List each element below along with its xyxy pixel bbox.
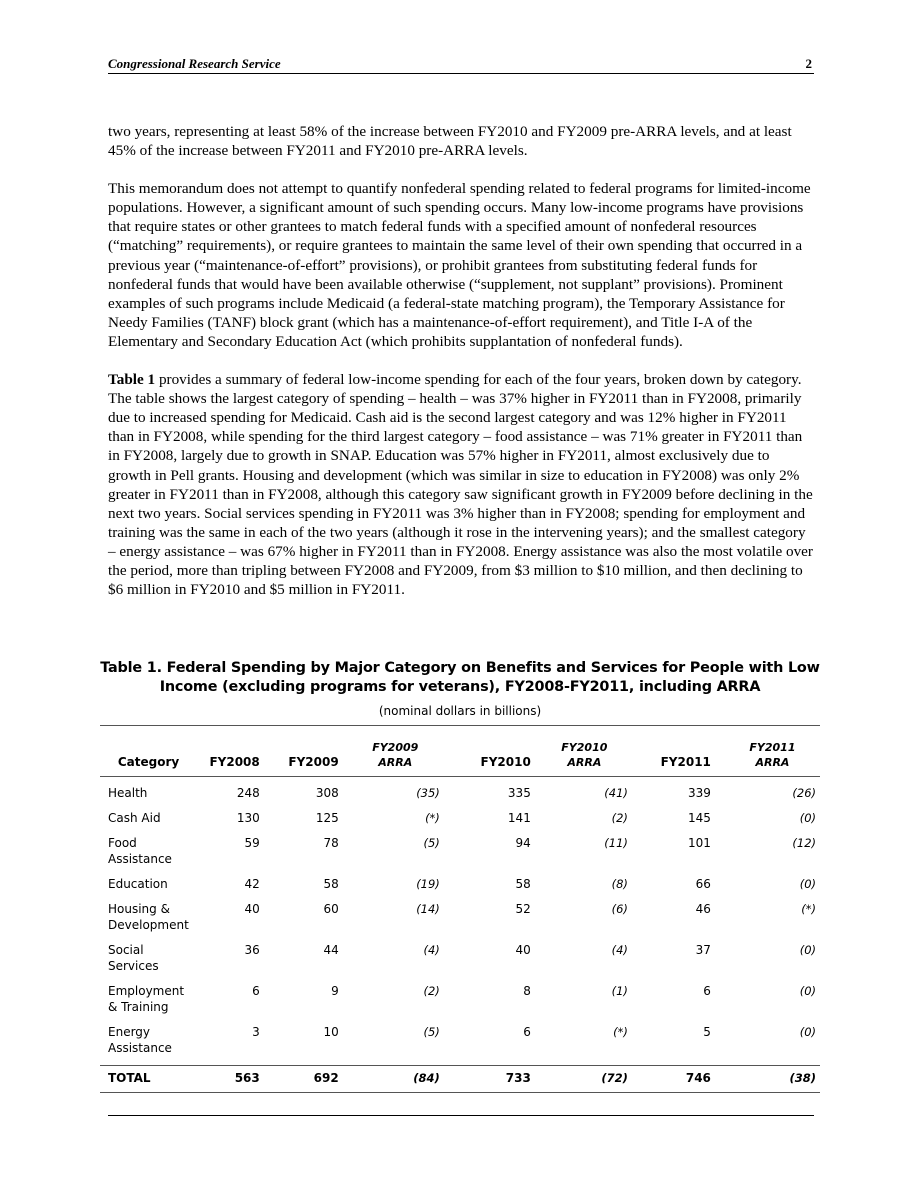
col-header-fy2011-arra (725, 726, 820, 777)
cell-fy2009: 9 (331, 984, 339, 998)
cell-fy2009: 10 (323, 1025, 339, 1039)
cell-fy2010-arra: (8) (611, 877, 628, 891)
cell-fy2011: 5 (703, 1025, 711, 1039)
cell-fy2011-arra: (0) (799, 984, 816, 998)
col-header-fy2010-arra (537, 726, 632, 777)
cell-fy2009: 44 (323, 943, 339, 957)
table-total-row (100, 1066, 820, 1093)
cell-fy2009-arra: (35) (416, 786, 440, 800)
col-header-fy2009-arra-year: FY2009 (372, 741, 419, 754)
table-row (100, 942, 820, 983)
cell-fy2010: 8 (523, 984, 531, 998)
cell-category: Health (108, 786, 148, 800)
col-header-category: Category (117, 755, 180, 769)
col-header-fy2011: FY2011 (660, 755, 711, 769)
cell-fy2008: 36 (244, 943, 260, 957)
paragraph-3 (108, 370, 816, 599)
cell-fy2010-arra: (6) (611, 902, 628, 916)
cell-fy2010: 141 (507, 811, 531, 825)
cell-category: Employment & Training (108, 984, 185, 1014)
table-subtitle: (nominal dollars in billions) (378, 704, 542, 718)
footer-rule (108, 1115, 814, 1116)
cell-fy2009-arra: (*) (425, 811, 440, 825)
cell-fy2009-arra: (2) (423, 984, 440, 998)
cell-category: Social Services (108, 943, 159, 973)
cell-fy2010: 40 (515, 943, 531, 957)
col-header-fy2011-arra-year: FY2011 (749, 741, 796, 754)
cell-fy2010-arra: (72) (601, 1071, 628, 1085)
col-header-fy2010-arra-label: ARRA (567, 756, 602, 769)
cell-fy2009-arra: (84) (413, 1071, 440, 1085)
cell-fy2010-arra: (*) (613, 1025, 628, 1039)
header-page-number: 2 (805, 56, 812, 71)
paragraph-2: This memorandum does not attempt to quantify nonfederal spending related to federal programs for limited-income populations. However, a significant amount of such spending occurs. Many low-income programs have provisions that require states or other grantees to match federal funds with a specified amount of nonfederal resources (“matching” requirements), or require grantees to maintain the same level of their own spending that occurred in a previous year (“maintenance-of-effort” provisions), or prohibit grantees from substituting federal funds for nonfederal funds that would have been available otherwise (“supplement, not supplant” provisions). Prominent examples of such programs include Medicaid (a federal-state matching program), the Temporary Assistance for Needy Families (TANF) block grant (which has a maintenance-of-effort requirement), and Title I-A of the Elementary and Secondary Education Act (which prohibits supplantation of nonfederal funds). (108, 180, 811, 350)
table-row (100, 876, 820, 901)
cell-fy2011: 66 (695, 877, 711, 891)
cell-fy2008: 59 (244, 836, 260, 850)
header-org: Congressional Research Service (108, 56, 281, 71)
table-row (100, 901, 820, 942)
cell-fy2008: 6 (252, 984, 260, 998)
cell-fy2010: 733 (505, 1071, 531, 1085)
cell-category: Cash Aid (108, 811, 161, 825)
col-header-fy2008: FY2008 (209, 755, 260, 769)
cell-fy2011-arra: (0) (799, 1025, 816, 1039)
spending-table (100, 725, 820, 1093)
running-header (108, 55, 814, 74)
cell-fy2011-arra: (0) (799, 811, 816, 825)
cell-fy2011-arra: (26) (792, 786, 816, 800)
cell-fy2011: 101 (688, 836, 711, 850)
cell-fy2011-arra: (38) (789, 1071, 816, 1085)
table-row (100, 1024, 820, 1066)
cell-fy2010-arra: (4) (611, 943, 628, 957)
cell-fy2010: 52 (515, 902, 531, 916)
paragraph-3-text: provides a summary of federal low-income spending for each of the four years, broken down by category. The table shows the largest category of spending – health – was 37% higher in FY2011 than in FY2008, primarily due to increased spending for Medicaid. Cash aid is the second largest category and was 12% higher in FY2011 than in FY2008, while spending for the third largest category – food assistance – was 71% greater in FY2011 than in FY2008, largely due to growth in SNAP. Education was 57% higher in FY2011, almost exclusively due to growth in Pell grants. Housing and development (which was similar in size to education in FY2008) was only 2% greater in FY2011 than in FY2008, although this category saw significant growth in FY2009 before declining in the next two years. Social services spending in FY2011 was 3% higher than in FY2008; spending for employment and training was the same in each of the two years (although it rose in the intervening years); and the smallest category – energy assistance – was 67% higher in FY2011 than in FY2008. Energy assistance was also the most volatile over the period, more than tripling between FY2008 and FY2009, from $3 million to $10 million, and then declining to $6 million in FY2010 and $5 million in FY2011. (108, 371, 813, 599)
cell-fy2011-arra: (0) (799, 877, 816, 891)
cell-fy2009-arra: (5) (423, 1025, 440, 1039)
cell-fy2009: 125 (315, 811, 339, 825)
cell-fy2010: 6 (523, 1025, 531, 1039)
table-row (100, 983, 820, 1024)
col-header-fy2009: FY2009 (288, 755, 339, 769)
cell-fy2011: 37 (695, 943, 711, 957)
col-header-fy2010-arra-year: FY2010 (561, 741, 608, 754)
cell-fy2008: 3 (252, 1025, 260, 1039)
table-row (100, 835, 820, 876)
cell-fy2009: 308 (315, 786, 339, 800)
cell-fy2010-arra: (2) (611, 811, 628, 825)
cell-fy2011: 46 (695, 902, 711, 916)
cell-fy2009: 692 (313, 1071, 339, 1085)
paragraph-1: two years, representing at least 58% of the increase between FY2010 and FY2009 pre-ARRA levels, and at least 45% of the increase between FY2011 and FY2010 pre-ARRA levels. (108, 123, 792, 160)
cell-fy2009-arra: (5) (423, 836, 440, 850)
col-header-fy2011-arra-label: ARRA (755, 756, 790, 769)
cell-fy2009-arra: (19) (416, 877, 440, 891)
cell-fy2009: 78 (323, 836, 339, 850)
cell-category: Housing & Development (108, 902, 189, 932)
col-header-fy2009-arra (347, 726, 444, 777)
cell-fy2009-arra: (14) (416, 902, 440, 916)
cell-fy2011: 6 (703, 984, 711, 998)
cell-fy2010: 94 (515, 836, 531, 850)
cell-fy2010-arra: (11) (604, 836, 628, 850)
table-header-row (100, 726, 820, 777)
cell-fy2010-arra: (1) (611, 984, 628, 998)
cell-fy2008: 563 (234, 1071, 260, 1085)
table-row (100, 777, 820, 811)
cell-fy2009: 58 (323, 877, 339, 891)
cell-fy2011-arra: (0) (799, 943, 816, 957)
cell-fy2011-arra: (12) (792, 836, 816, 850)
cell-fy2009-arra: (4) (423, 943, 440, 957)
cell-fy2009: 60 (323, 902, 339, 916)
cell-category: Education (108, 877, 168, 891)
col-header-fy2010: FY2010 (480, 755, 531, 769)
table-row (100, 810, 820, 835)
cell-fy2011: 339 (688, 786, 711, 800)
table-title: Table 1. Federal Spending by Major Category on Benefits and Services for People with Low Income (excluding programs for veterans), FY2008-FY2011, including ARRA (100, 660, 820, 695)
cell-category: Energy Assistance (108, 1025, 172, 1055)
body-text (108, 122, 816, 618)
col-header-fy2009-arra-label: ARRA (378, 756, 413, 769)
cell-fy2010: 58 (515, 877, 531, 891)
cell-fy2008: 40 (244, 902, 260, 916)
cell-fy2008: 130 (236, 811, 260, 825)
cell-fy2011: 746 (685, 1071, 711, 1085)
cell-fy2011-arra: (*) (801, 902, 816, 916)
cell-fy2011: 145 (688, 811, 711, 825)
cell-fy2010: 335 (507, 786, 531, 800)
cell-fy2008: 42 (244, 877, 260, 891)
cell-fy2010-arra: (41) (604, 786, 628, 800)
cell-fy2008: 248 (236, 786, 260, 800)
cell-category: Food Assistance (108, 836, 172, 866)
table-reference: Table 1 (108, 371, 156, 389)
cell-category: TOTAL (108, 1071, 151, 1085)
